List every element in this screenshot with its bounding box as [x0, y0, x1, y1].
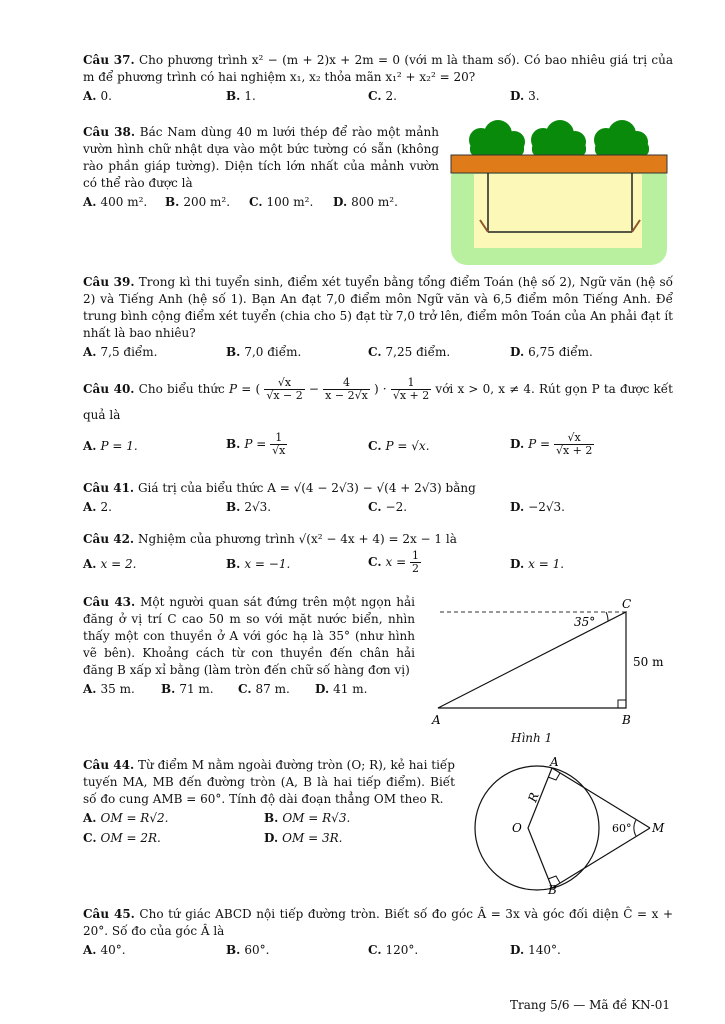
tree-icon: [594, 120, 649, 156]
point-m-label: M: [652, 821, 665, 835]
radii: [528, 768, 552, 888]
question-text: Nghiệm của phương trình √(x² − 4x + 4) = 2x − 1 là: [137, 532, 457, 546]
option-c[interactable]: C. P = √x.: [368, 439, 430, 453]
question-text: Cho tứ giác ABCD nội tiếp đường tròn. Biết số đo góc Â = 3x và góc đối diện Ĉ = x + 20°. Số đo của góc Â là: [83, 907, 673, 938]
tangent-ma: [552, 768, 650, 828]
question-number: Câu 37.: [83, 53, 135, 67]
point-c-label: C: [622, 597, 632, 611]
point-b-label: B: [548, 883, 557, 897]
option-c[interactable]: C. 7,25 điểm.: [368, 345, 451, 359]
option-d[interactable]: D. 41 m.: [315, 682, 368, 696]
question-text: Trong kì thi tuyển sinh, điểm xét tuyển bằng tổng điểm Toán (hệ số 2), Ngữ văn (hệ số 2) và Tiếng Anh (hệ số 1). Bạn An đạt 7,0 điểm môn Ngữ văn và 6,5 điểm môn Tiếng Anh. Để trung bình cộng điểm xét tuyển (chia cho 5) đạt từ 7,0 trở lên, điểm môn Toán của An phải đạt ít nhất là bao nhiêu?: [83, 275, 673, 340]
option-c[interactable]: C. x = $\frac{1}{2}$: [368, 549, 419, 575]
option-c[interactable]: C. 2.: [368, 89, 397, 103]
option-d[interactable]: D. OM = 3R.: [264, 831, 343, 845]
question-44: [83, 757, 455, 848]
question-number: Câu 45.: [83, 907, 135, 921]
question-38: [83, 124, 439, 212]
angle-label: 35°: [574, 615, 596, 629]
tree-icon: [531, 120, 586, 156]
answer-options: [83, 499, 673, 517]
question-text: Từ điểm M nằm ngoài đường tròn (O; R), kẻ hai tiếp tuyến MA, MB đến đường tròn (A, B là hai tiếp điểm). Biết số đo cung AMB = 60°. Tính độ dài đoạn thẳng OM theo R.: [83, 758, 455, 806]
option-a[interactable]: A. 35 m.: [83, 682, 135, 696]
angle-label: 60°: [612, 822, 632, 835]
answer-options: [83, 88, 673, 106]
option-b[interactable]: B. P = $\frac{1}{√x}$: [226, 431, 286, 457]
question-number: Câu 41.: [83, 481, 135, 495]
option-d[interactable]: D. 140°.: [510, 943, 561, 957]
circle-tangent-figure: [460, 756, 680, 898]
point-b-label: B: [622, 713, 631, 727]
option-a[interactable]: A. 7,5 điểm.: [83, 345, 158, 359]
option-c[interactable]: C. OM = 2R.: [83, 831, 161, 845]
trees: [469, 120, 649, 156]
option-b[interactable]: B. 2√3.: [226, 500, 272, 514]
option-d[interactable]: D. 3.: [510, 89, 540, 103]
point-a-label: A: [432, 713, 441, 727]
option-b[interactable]: B. 1.: [226, 89, 256, 103]
right-triangle: [438, 612, 626, 708]
formula-p: ( $\frac{√x}{√x - 2}$ − $\frac{4}{x - 2√x}$ ) · $\frac{1}{√x + 2}$: [255, 376, 430, 402]
question-40: Câu 40. Cho biểu thức P = ( $\frac{√x}{√x - 2}$ − $\frac{4}{x - 2√x}$ ) · $\frac{1}{√x + 2}$ với x > 0, x ≠ 4. Rút gọn P ta được kết quả là A. P = 1. B. P = $\frac{1}{√x}$ C. P = √x. D. P = $\frac{√x}{√x + 2}$: [83, 376, 673, 462]
question-42: [83, 531, 673, 580]
answer-options: [83, 942, 673, 960]
page-footer: Trang 5/6 — Mã đề KN-01: [510, 998, 670, 1012]
answer-options: [83, 432, 673, 462]
option-c[interactable]: C. 100 m².: [249, 195, 314, 209]
tree-icon: [469, 120, 525, 156]
option-a[interactable]: A. 400 m².: [83, 195, 148, 209]
option-b[interactable]: B. 71 m.: [161, 682, 214, 696]
answer-options: [83, 344, 673, 362]
answer-options: [83, 810, 455, 828]
question-39: [83, 274, 673, 362]
question-number: Câu 42.: [83, 532, 135, 546]
lighthouse-figure: [428, 596, 680, 732]
option-b[interactable]: B. 7,0 điểm.: [226, 345, 302, 359]
option-c[interactable]: C. 120°.: [368, 943, 419, 957]
question-number: Câu 40.: [83, 382, 135, 396]
option-d[interactable]: D. P = $\frac{√x}{√x + 2}$: [510, 431, 593, 457]
answer-options: [83, 194, 439, 212]
option-c[interactable]: C. −2.: [368, 500, 408, 514]
option-b[interactable]: B. x = −1.: [226, 557, 291, 571]
right-angle-mark: [618, 700, 626, 708]
answer-options: [83, 550, 673, 580]
question-number: Câu 44.: [83, 758, 135, 772]
question-text: Bác Nam dùng 40 m lưới thép để rào một mảnh vườn hình chữ nhật dựa vào một bức tường có sẵn (không rào phần giáp tường). Diện tích lớn nhất của mảnh vườn có thể rào được là: [83, 125, 439, 190]
option-d[interactable]: D. 800 m².: [333, 195, 398, 209]
question-text: Cho phương trình x² − (m + 2)x + 2m = 0 (với m là tham số). Có bao nhiêu giá trị của m để phương trình có hai nghiệm x₁, x₂ thỏa mãn x₁² + x₂² = 20?: [83, 53, 673, 84]
question-text: Một người quan sát đứng trên một ngọn hải đăng ở vị trí C cao 50 m so với mặt nước biển, nhìn thấy một con thuyền ở A với góc hạ là 35° (như hình vẽ bên). Khoảng cách từ con thuyền đến chân hải đăng B xấp xỉ bằng (làm tròn đến chữ số hàng đơn vị): [83, 595, 415, 677]
angle-arc: [606, 612, 608, 621]
garden-field: [474, 174, 642, 248]
figure-caption: Hình 1: [511, 731, 553, 745]
option-c[interactable]: C. 87 m.: [238, 682, 290, 696]
option-b[interactable]: B. OM = R√3.: [264, 811, 351, 825]
point-o-label: O: [512, 821, 522, 835]
option-d[interactable]: D. −2√3.: [510, 500, 565, 514]
option-a[interactable]: A. OM = R√2.: [83, 811, 169, 825]
question-37: [83, 52, 673, 106]
option-a[interactable]: A. 40°.: [83, 943, 126, 957]
question-number: Câu 38.: [83, 125, 136, 139]
circle-o: [475, 766, 599, 890]
option-a[interactable]: A. 0.: [83, 89, 112, 103]
answer-options: [83, 681, 415, 699]
angle-arc: [634, 820, 636, 836]
question-41: [83, 480, 673, 517]
option-a[interactable]: A. x = 2.: [83, 557, 137, 571]
option-a[interactable]: A. P = 1.: [83, 439, 138, 453]
point-a-label: A: [550, 756, 559, 769]
garden-figure: [448, 120, 670, 268]
answer-options: [83, 830, 455, 848]
radius-label: R: [525, 790, 542, 805]
option-a[interactable]: A. 2.: [83, 500, 112, 514]
height-label: 50 m: [633, 655, 664, 669]
option-b[interactable]: B. 200 m².: [165, 195, 231, 209]
option-d[interactable]: D. x = 1.: [510, 557, 565, 571]
question-43: [83, 594, 415, 699]
option-b[interactable]: B. 60°.: [226, 943, 270, 957]
question-45: [83, 906, 673, 960]
existing-wall: [451, 155, 667, 173]
question-text: Giá trị của biểu thức A = √(4 − 2√3) − √(4 + 2√3) bằng: [137, 481, 476, 495]
tangent-mb: [552, 828, 650, 888]
question-number: Câu 43.: [83, 595, 136, 609]
option-d[interactable]: D. 6,75 điểm.: [510, 345, 593, 359]
question-number: Câu 39.: [83, 275, 135, 289]
